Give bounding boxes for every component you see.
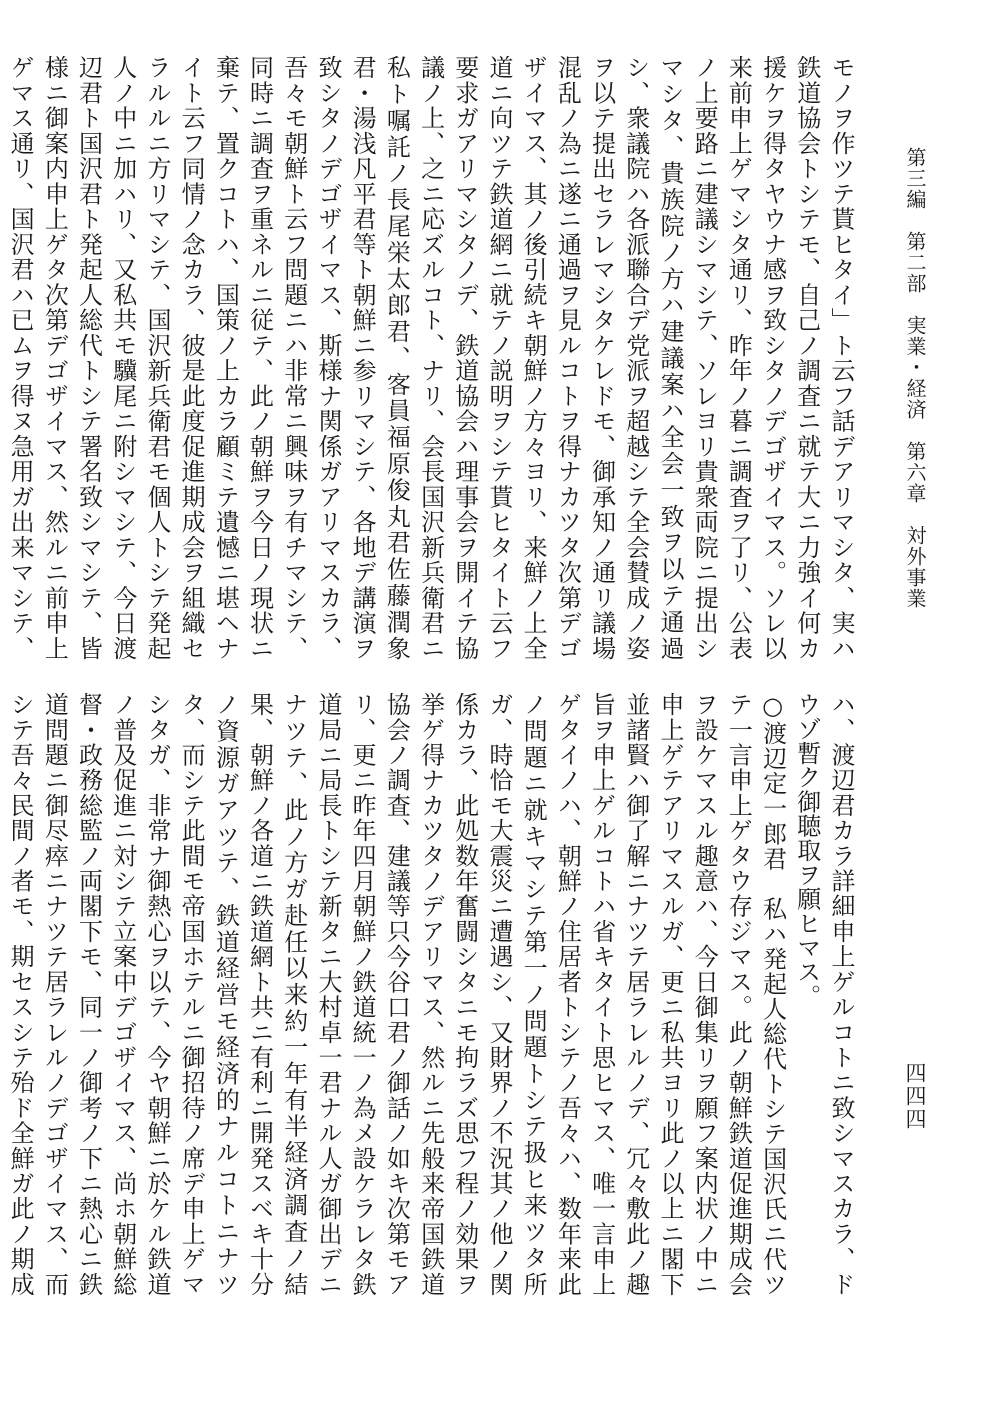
paragraph: モノヲ作ツテ貰ヒタイ」ト云フ話デアリマシタ、実ハ鉄道協会トシテモ、自己ノ調査ニ就テ大ニ力強イ何カ援ケヲ得タヤウナ感ヲ致シタノデゴザイマス。ソレ以来前申上ゲマシタ通リ、昨年ノ暮ニ調査ヲ了リ、公表ノ上要路ニ建議シマシテ、ソレヨリ貴衆両院ニ提出シマシタ、貴族院ノ方ハ建議案ハ全会一致ヲ以テ通過シ、衆議院ハ各派聯合デ党派ヲ超越シテ全会賛成ノ姿ヲ以テ提出セラレマシタケレドモ、御承知ノ通リ議場混乱ノ為ニ遂ニ通過ヲ見ルコトヲ得ナカツタ次第デゴザイマス、其ノ後引続キ朝鮮ノ方々ヨリ、来鮮ノ上全道ニ向ツテ鉄道網ニ就テノ説明ヲシテ貰ヒタイト云フ要求ガアリマシタノデ、鉄道協会ハ理事会ヲ開イテ協議ノ上、之ニ応ズルコト、ナリ、会長国沢新兵衛君ニ私ト嘱託ノ長尾栄太郎君、客員福原俊丸君佐藤潤象君・湯浅凡平君等ト朝鮮ニ参リマシテ、各地デ講演ヲ致シタノデゴザイマス、斯様ナ関係ガアリマスカラ、吾々モ朝鮮ト云フ問題ニハ非常ニ興味ヲ有チマシテ、同時ニ調査ヲ重ネルニ従テ、此ノ朝鮮ヲ今日ノ現状ニ棄テ、置クコトハ、国策ノ上カラ顧ミテ遺憾ニ堪ヘナイト云フ同情ノ念カラ、彼是此度促進期成会ヲ組織セラルルニ方リマシテ、国沢新兵衛君モ個人トシテ発起人ノ中ニ加ハリ、又私共モ驥尾ニ附シマシテ、今日渡辺君ト国沢君ト発起人総代トシテ署名致シマシテ、皆様ニ御案内申上ゲタ次第デゴザイマス、然ルニ前申上ゲマス通リ、国沢君ハ已ムヲ得ヌ急用ガ出来マシテ、 [6,55,855,660]
lower-text-block [6,692,858,1296]
paragraph: ハ、渡辺君カラ詳細申上ゲルコトニ致シマスカラ、ドウゾ暫ク御聴取ヲ願ヒマス。 [792,692,855,1296]
running-header: 第三編 第二部 実業・経済 第六章 対外事業 [903,147,927,609]
upper-text-block [6,55,858,660]
page-number: 四四四 [903,1062,927,1131]
speaker-paragraph: ○渡辺定一郎君 私ハ発起人総代トシテ国沢氏ニ代ツテ一言申上ゲタウ存ジマス。此ノ朝鮮鉄道促進期成会ヲ設ケマスル趣意ハ、今日御集リヲ願フ案内状ノ中ニ申上ゲテアリマスルガ、更ニ私共ヨリ此ノ以上ニ閣下並諸賢ハ御了解ニナツテ居ラレルノデ、冗々敷此ノ趣旨ヲ申上ゲルコトハ省キタイト思ヒマス、唯一言申上ゲタイノハ、朝鮮ノ住居者トシテノ吾々ハ、数年来此ノ問題ニ就キマシテ第一ノ問題トシテ扱ヒ来ツタ所ガ、時恰モ大震災ニ遭遇シ、又財界ノ不況其ノ他ノ関係カラ、此処数年奮闘シタニモ拘ラズ思フ程ノ効果ヲ挙ゲ得ナカツタノデアリマス、然ルニ先般来帝国鉄道協会ノ調査、建議等只今谷口君ノ御話ノ如キ次第モアリ、更ニ昨年四月朝鮮ノ鉄道統一ノ為メ設ケラレタ鉄道局ニ局長トシテ新タニ大村卓一君ナル人ガ御出デニナツテ、此ノ方ガ赴任以来約一年有半経済調査ノ結果、朝鮮ノ各道ニ鉄道網ト共ニ有利ニ開発スベキ十分ノ資源ガアツテ、鉄道経営モ経済的ナルコトニナツタ、而シテ此間モ帝国ホテルニ御招待ノ席デ申上ゲマシタガ、非常ナ御熱心ヲ以テ、今ヤ朝鮮ニ於ケル鉄道ノ普及促進ニ対シテ立案中デゴザイマス、尚ホ朝鮮総督・政務総監ノ両閣下モ、同一ノ御考ノ下ニ熱心ニ鉄道問題ニ御尽瘁ニナツテ居ラレルノデゴザイマス、而シテ吾々民間ノ者モ、期セスシテ殆ド全鮮ガ此ノ期成 [6,692,787,1296]
